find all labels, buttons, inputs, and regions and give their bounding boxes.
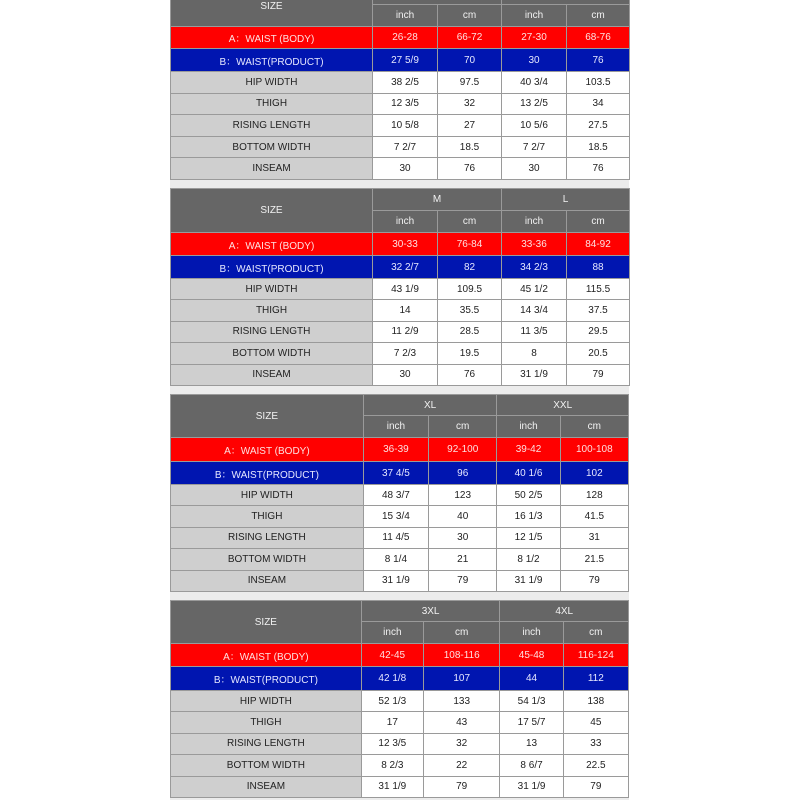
- measurement-value: 17: [361, 712, 423, 733]
- row-inseam: [171, 776, 629, 797]
- measurement-value: 14: [373, 300, 438, 321]
- measurement-value: 79: [567, 364, 630, 385]
- measurement-label: HIP WIDTH: [171, 691, 362, 712]
- measurement-value: 40 1/6: [497, 462, 560, 485]
- measurement-label: BOTTOM WIDTH: [171, 343, 373, 364]
- measurement-label: THIGH: [171, 93, 373, 115]
- measurement-value: 79: [429, 570, 497, 591]
- row-hip-width: [171, 691, 629, 712]
- unit-cm: cm: [438, 5, 502, 27]
- measurement-label: INSEAM: [171, 776, 362, 797]
- measurement-label: THIGH: [171, 300, 373, 321]
- measurement-value: 29.5: [567, 321, 630, 342]
- measurement-value: 96: [429, 462, 497, 485]
- measurement-value: 12 3/5: [373, 93, 438, 115]
- measurement-value: 30-33: [373, 233, 438, 256]
- size-table-1: [170, 0, 630, 180]
- row-bottom-width: [171, 343, 630, 364]
- measurement-label: INSEAM: [171, 570, 364, 591]
- measurement-label: A：WAIST (BODY): [171, 644, 362, 667]
- measurement-label: HIP WIDTH: [171, 279, 373, 300]
- measurement-label: BOTTOM WIDTH: [171, 136, 373, 158]
- size-label: SIZE: [171, 0, 373, 27]
- measurement-value: 17 5/7: [500, 712, 563, 733]
- size-label: SIZE: [171, 395, 364, 438]
- measurement-value: 82: [438, 256, 502, 279]
- row-waist-body: [171, 644, 629, 667]
- size-name: 3XL: [361, 601, 500, 622]
- measurement-value: 40 3/4: [502, 72, 567, 94]
- size-header-row: [171, 395, 629, 416]
- measurement-label: A：WAIST (BODY): [171, 233, 373, 256]
- measurement-value: 48 3/7: [363, 485, 428, 506]
- measurement-value: 40: [429, 506, 497, 527]
- row-waist-product: [171, 49, 630, 72]
- measurement-value: 133: [423, 691, 500, 712]
- measurement-value: 31: [560, 527, 628, 548]
- row-waist-product: [171, 462, 629, 485]
- unit-cm: cm: [563, 622, 628, 644]
- size-table-3: [170, 394, 629, 592]
- measurement-value: 18.5: [438, 136, 502, 158]
- measurement-value: 79: [563, 776, 628, 797]
- measurement-value: 13: [500, 733, 563, 754]
- measurement-label: B：WAIST(PRODUCT): [171, 462, 364, 485]
- size-label: SIZE: [171, 601, 362, 644]
- measurement-value: 31 1/9: [502, 364, 567, 385]
- measurement-value: 128: [560, 485, 628, 506]
- measurement-label: THIGH: [171, 506, 364, 527]
- measurement-value: 70: [438, 49, 502, 72]
- measurement-value: 97.5: [438, 72, 502, 94]
- row-thigh: [171, 506, 629, 527]
- measurement-value: 123: [429, 485, 497, 506]
- row-inseam: [171, 158, 630, 180]
- unit-inch: inch: [373, 211, 438, 233]
- unit-cm: cm: [567, 211, 630, 233]
- measurement-value: 112: [563, 667, 628, 691]
- measurement-value: 22: [423, 755, 500, 776]
- measurement-value: 8 1/4: [363, 549, 428, 570]
- size-header-row: [171, 601, 629, 622]
- measurement-value: 32: [423, 733, 500, 754]
- row-inseam: [171, 364, 630, 385]
- measurement-value: 115.5: [567, 279, 630, 300]
- measurement-value: 76: [567, 158, 630, 180]
- row-waist-product: [171, 667, 629, 691]
- measurement-value: 33-36: [502, 233, 567, 256]
- size-label: SIZE: [171, 189, 373, 233]
- measurement-label: RISING LENGTH: [171, 733, 362, 754]
- measurement-value: 8 2/3: [361, 755, 423, 776]
- row-waist-body: [171, 438, 629, 462]
- row-thigh: [171, 300, 630, 321]
- unit-cm: cm: [429, 416, 497, 438]
- measurement-value: 92-100: [429, 438, 497, 462]
- measurement-value: 27: [438, 115, 502, 137]
- measurement-value: 116-124: [563, 644, 628, 667]
- measurement-value: 14 3/4: [502, 300, 567, 321]
- measurement-value: 30: [373, 364, 438, 385]
- measurement-value: 50 2/5: [497, 485, 560, 506]
- measurement-value: 20.5: [567, 343, 630, 364]
- measurement-value: 84-92: [567, 233, 630, 256]
- size-table-2: [170, 188, 630, 386]
- measurement-value: 12 3/5: [361, 733, 423, 754]
- measurement-value: 19.5: [438, 343, 502, 364]
- row-rising-length: [171, 115, 630, 137]
- row-hip-width: [171, 72, 630, 94]
- measurement-value: 43: [423, 712, 500, 733]
- measurement-value: 26-28: [373, 27, 438, 49]
- measurement-value: 28.5: [438, 321, 502, 342]
- measurement-value: 27 5/9: [373, 49, 438, 72]
- measurement-value: 79: [560, 570, 628, 591]
- measurement-value: 45-48: [500, 644, 563, 667]
- measurement-value: 8 6/7: [500, 755, 563, 776]
- measurement-value: 33: [563, 733, 628, 754]
- measurement-value: 54 1/3: [500, 691, 563, 712]
- size-name: M: [373, 189, 502, 211]
- measurement-value: 22.5: [563, 755, 628, 776]
- measurement-value: 11 2/9: [373, 321, 438, 342]
- measurement-label: BOTTOM WIDTH: [171, 755, 362, 776]
- measurement-label: RISING LENGTH: [171, 527, 364, 548]
- measurement-value: 79: [423, 776, 500, 797]
- row-waist-body: [171, 233, 630, 256]
- measurement-value: 138: [563, 691, 628, 712]
- measurement-value: 100-108: [560, 438, 628, 462]
- measurement-value: 109.5: [438, 279, 502, 300]
- measurement-label: B：WAIST(PRODUCT): [171, 256, 373, 279]
- table-gap: [170, 180, 629, 188]
- measurement-value: 8 1/2: [497, 549, 560, 570]
- unit-cm: cm: [567, 5, 630, 27]
- measurement-value: 32 2/7: [373, 256, 438, 279]
- row-bottom-width: [171, 136, 630, 158]
- row-rising-length: [171, 733, 629, 754]
- row-rising-length: [171, 527, 629, 548]
- measurement-value: 8: [502, 343, 567, 364]
- measurement-value: 30: [373, 158, 438, 180]
- measurement-value: 107: [423, 667, 500, 691]
- measurement-label: B：WAIST(PRODUCT): [171, 49, 373, 72]
- measurement-label: INSEAM: [171, 364, 373, 385]
- measurement-value: 31 1/9: [363, 570, 428, 591]
- measurement-label: INSEAM: [171, 158, 373, 180]
- measurement-label: THIGH: [171, 712, 362, 733]
- measurement-value: 42-45: [361, 644, 423, 667]
- measurement-value: 31 1/9: [361, 776, 423, 797]
- measurement-value: 76: [567, 49, 630, 72]
- unit-inch: inch: [497, 416, 560, 438]
- measurement-label: A：WAIST (BODY): [171, 438, 364, 462]
- measurement-value: 16 1/3: [497, 506, 560, 527]
- row-bottom-width: [171, 755, 629, 776]
- measurement-value: 45 1/2: [502, 279, 567, 300]
- measurement-value: 11 3/5: [502, 321, 567, 342]
- measurement-value: 103.5: [567, 72, 630, 94]
- measurement-value: 7 2/7: [502, 136, 567, 158]
- measurement-value: 31 1/9: [500, 776, 563, 797]
- measurement-value: 34 2/3: [502, 256, 567, 279]
- measurement-value: 15 3/4: [363, 506, 428, 527]
- measurement-value: 12 1/5: [497, 527, 560, 548]
- measurement-value: 76-84: [438, 233, 502, 256]
- measurement-value: 37.5: [567, 300, 630, 321]
- measurement-label: A：WAIST (BODY): [171, 27, 373, 49]
- measurement-value: 30: [502, 158, 567, 180]
- measurement-label: B：WAIST(PRODUCT): [171, 667, 362, 691]
- measurement-value: 21.5: [560, 549, 628, 570]
- row-hip-width: [171, 279, 630, 300]
- unit-inch: inch: [502, 5, 567, 27]
- measurement-value: 42 1/8: [361, 667, 423, 691]
- row-hip-width: [171, 485, 629, 506]
- unit-cm: cm: [438, 211, 502, 233]
- unit-cm: cm: [560, 416, 628, 438]
- measurement-value: 88: [567, 256, 630, 279]
- unit-inch: inch: [363, 416, 428, 438]
- measurement-value: 76: [438, 364, 502, 385]
- measurement-value: 38 2/5: [373, 72, 438, 94]
- measurement-value: 66-72: [438, 27, 502, 49]
- measurement-value: 7 2/3: [373, 343, 438, 364]
- row-waist-product: [171, 256, 630, 279]
- size-header-row: [171, 189, 630, 211]
- measurement-value: 21: [429, 549, 497, 570]
- measurement-value: 30: [502, 49, 567, 72]
- unit-inch: inch: [502, 211, 567, 233]
- size-name: XXL: [497, 395, 629, 416]
- measurement-value: 34: [567, 93, 630, 115]
- measurement-label: RISING LENGTH: [171, 115, 373, 137]
- unit-cm: cm: [423, 622, 500, 644]
- measurement-value: 35.5: [438, 300, 502, 321]
- measurement-value: 30: [429, 527, 497, 548]
- size-name: 4XL: [500, 601, 629, 622]
- measurement-value: 36-39: [363, 438, 428, 462]
- row-bottom-width: [171, 549, 629, 570]
- measurement-value: 41.5: [560, 506, 628, 527]
- unit-inch: inch: [361, 622, 423, 644]
- measurement-value: 68-76: [567, 27, 630, 49]
- measurement-value: 18.5: [567, 136, 630, 158]
- measurement-value: 32: [438, 93, 502, 115]
- measurement-value: 39-42: [497, 438, 560, 462]
- measurement-value: 108-116: [423, 644, 500, 667]
- unit-inch: inch: [500, 622, 563, 644]
- measurement-value: 10 5/6: [502, 115, 567, 137]
- measurement-value: 45: [563, 712, 628, 733]
- measurement-value: 52 1/3: [361, 691, 423, 712]
- measurement-label: RISING LENGTH: [171, 321, 373, 342]
- measurement-label: BOTTOM WIDTH: [171, 549, 364, 570]
- row-rising-length: [171, 321, 630, 342]
- measurement-value: 76: [438, 158, 502, 180]
- measurement-value: 11 4/5: [363, 527, 428, 548]
- measurement-value: 27-30: [502, 27, 567, 49]
- measurement-value: 13 2/5: [502, 93, 567, 115]
- row-inseam: [171, 570, 629, 591]
- measurement-value: 44: [500, 667, 563, 691]
- measurement-label: HIP WIDTH: [171, 485, 364, 506]
- row-waist-body: [171, 27, 630, 49]
- measurement-value: 37 4/5: [363, 462, 428, 485]
- size-name: L: [502, 189, 630, 211]
- measurement-value: 43 1/9: [373, 279, 438, 300]
- table-gap: [170, 591, 629, 600]
- measurement-value: 31 1/9: [497, 570, 560, 591]
- measurement-value: 102: [560, 462, 628, 485]
- row-thigh: [171, 712, 629, 733]
- size-name: XL: [363, 395, 497, 416]
- table-gap: [170, 385, 629, 394]
- measurement-value: 7 2/7: [373, 136, 438, 158]
- measurement-value: 10 5/8: [373, 115, 438, 137]
- unit-inch: inch: [373, 5, 438, 27]
- measurement-label: HIP WIDTH: [171, 72, 373, 94]
- size-table-4: [170, 600, 629, 798]
- measurement-value: 27.5: [567, 115, 630, 137]
- row-thigh: [171, 93, 630, 115]
